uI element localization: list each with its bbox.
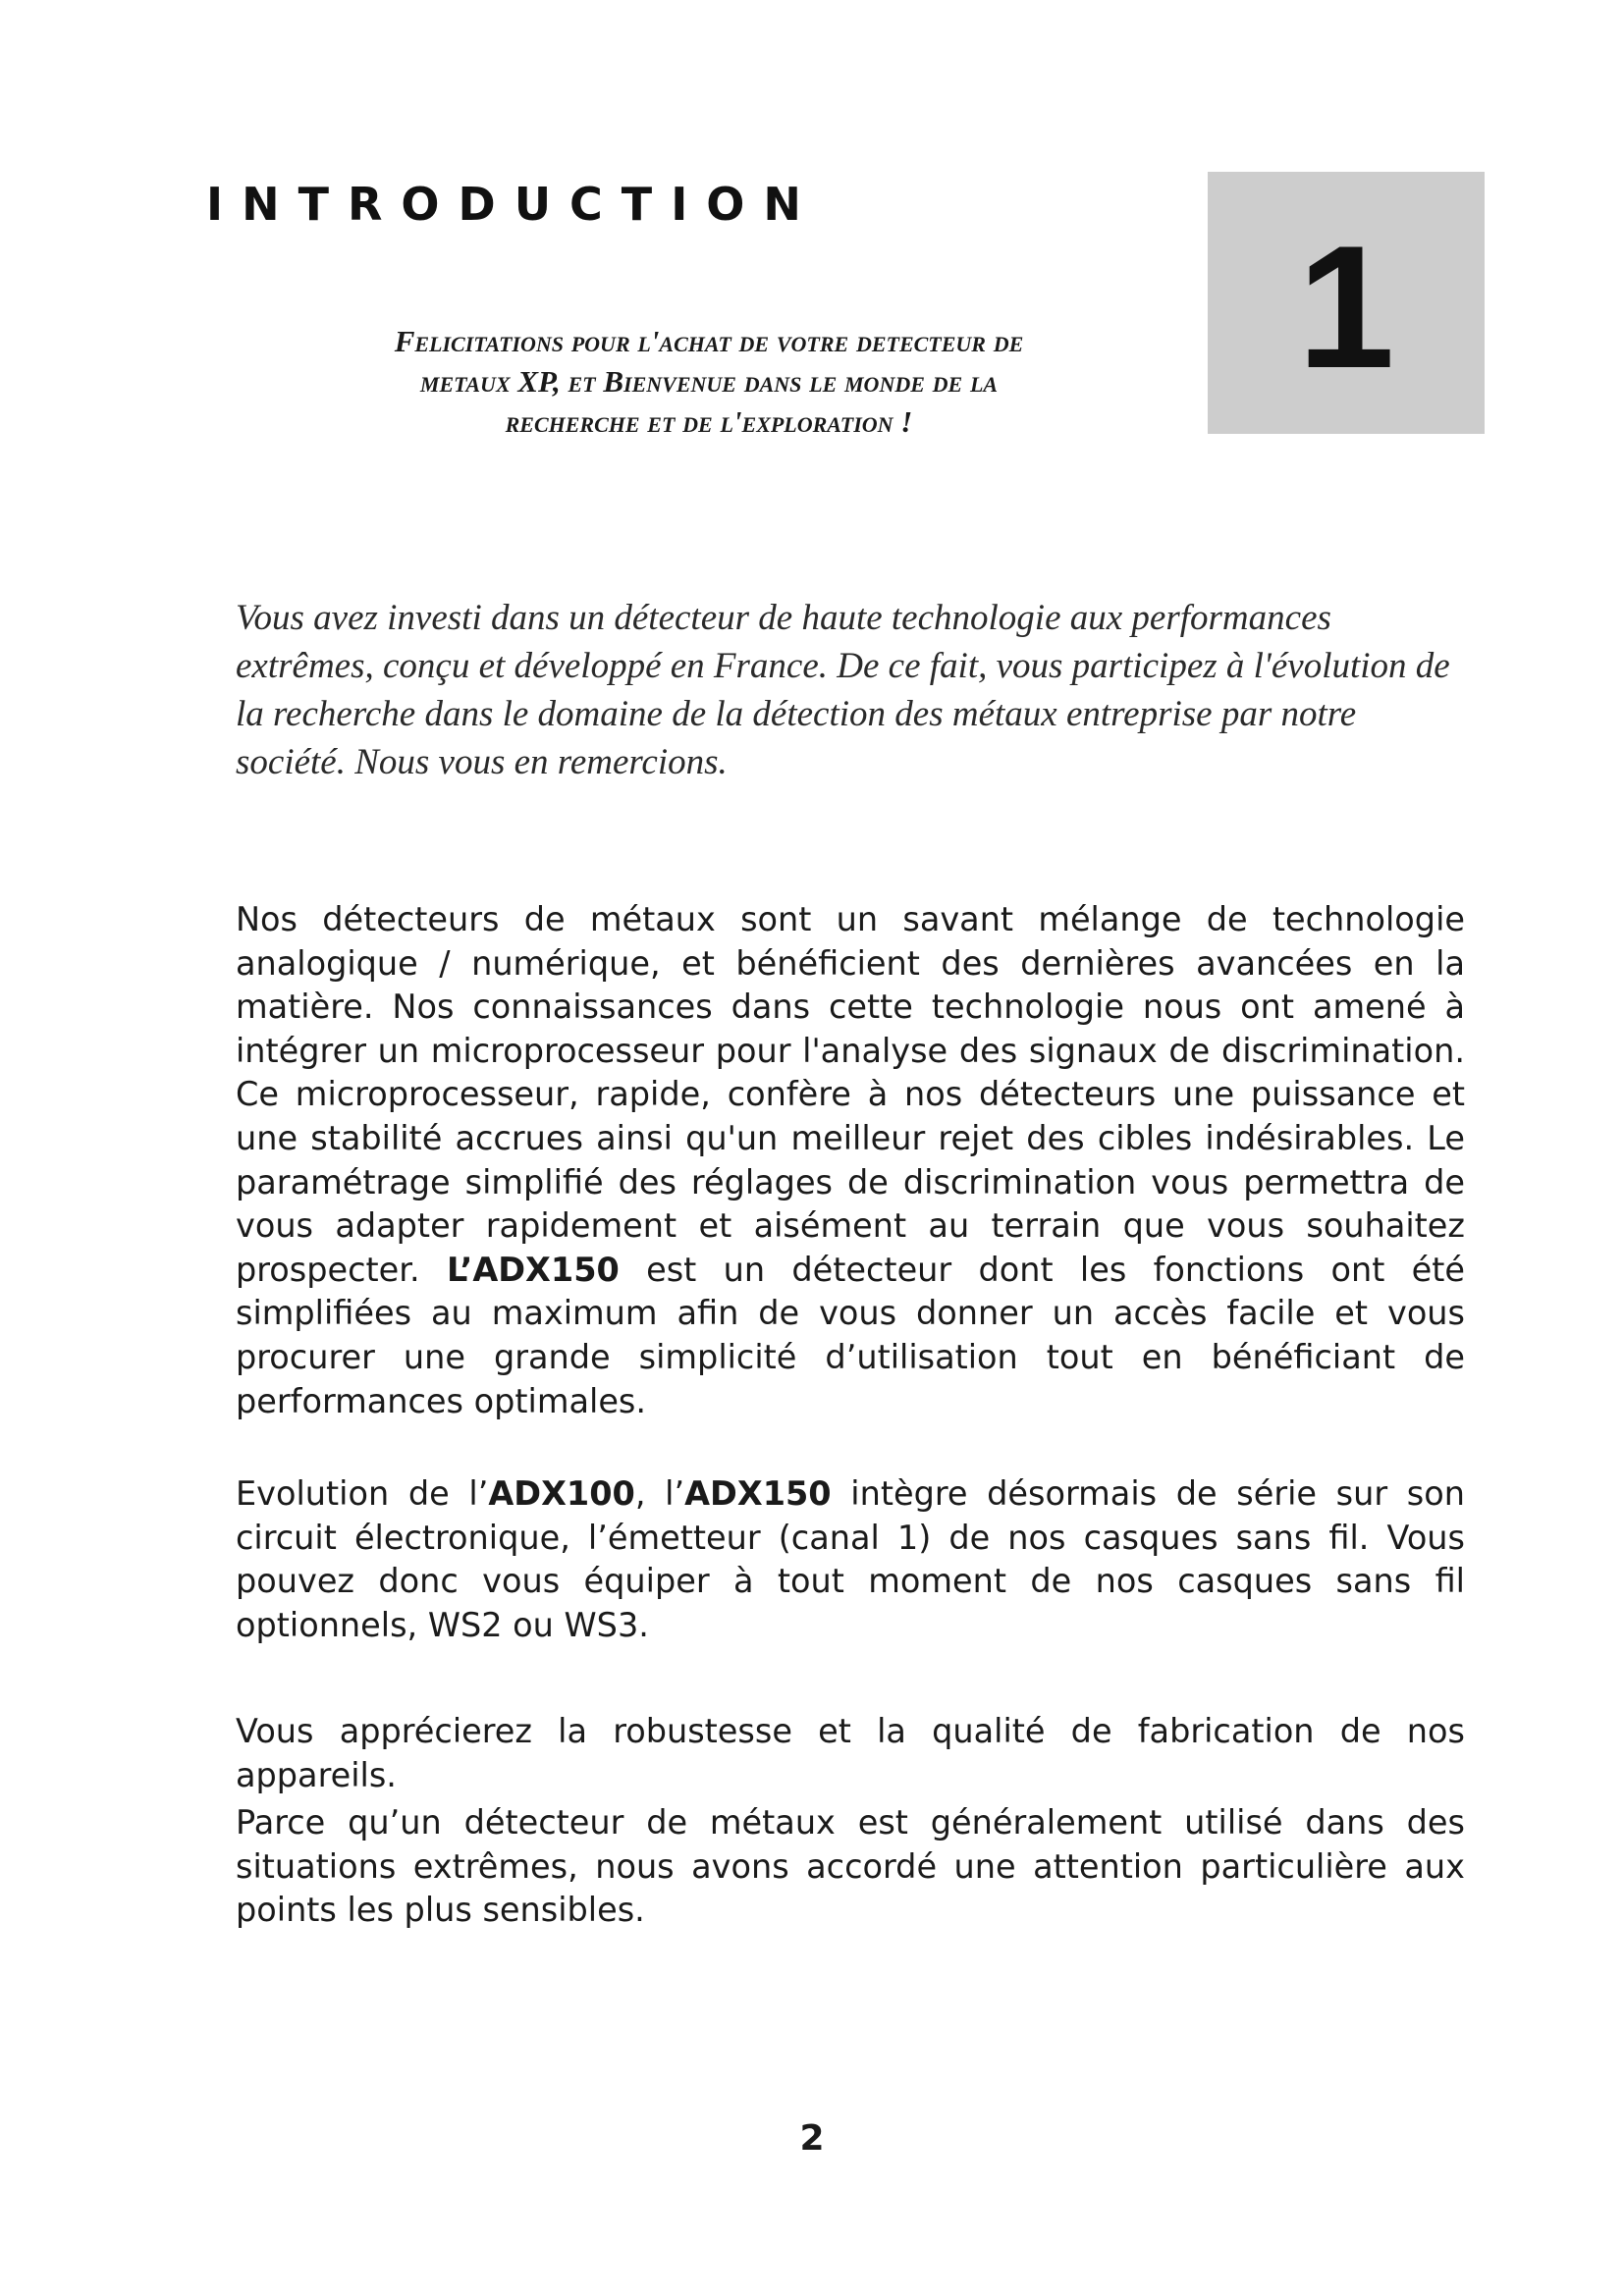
subtitle-line-3: recherche et de l'exploration ! xyxy=(505,404,913,439)
body-paragraph-technology xyxy=(236,898,1465,1423)
para1-text-before: Nos détecteurs de métaux sont un savant mélange de technologie analogique / numérique, et bénéficient des dernières avancées en la matière. Nos connaissances dans cette technologie nous ont amené à intégrer un microprocesseur pour l'analyse des signaux de discrimination. Ce microprocesseur, rapide, confère à nos détecteurs une puissance et une stabilité accrues ainsi qu'un meilleur rejet des cibles indésirables. Le paramétrage simplifié des réglages de discrimination vous permettra de vous adapter rapidement et aisément au terrain que vous souhaitez prospecter. xyxy=(236,900,1465,1289)
body-paragraph-evolution xyxy=(236,1472,1465,1647)
para1-text-after: est un détecteur dont les fonctions ont été simplifiées au maximum afin de vous donner un accès facile et vous procurer une grande simplicité d’utilisation tout en bénéficiant de performances optimales. xyxy=(236,1250,1465,1420)
body-paragraph-robustness: Parce qu’un détecteur de métaux est généralement utilisé dans des situations extrêmes, nous avons accordé une attention particulière aux points les plus sensibles. xyxy=(236,1803,1465,1930)
chapter-number-box xyxy=(1208,172,1485,434)
product-name-adx100: ADX100 xyxy=(488,1474,635,1513)
chapter-number: 1 xyxy=(1297,208,1395,404)
chapter-heading: INTRODUCTION xyxy=(206,178,820,231)
para2-text-1: Evolution de l’ xyxy=(236,1474,489,1513)
welcome-subtitle xyxy=(257,321,1161,442)
para2-text-3: intègre désormais de série sur son circuit électronique, l’émetteur (canal 1) de nos casques sans fil. Vous pouvez donc vous équiper à tout moment de nos casques sans fil optionnels, WS2 ou WS3. xyxy=(236,1474,1465,1644)
para2-text-2: , l’ xyxy=(634,1474,685,1513)
body-paragraph-quality: Vous apprécierez la robustesse et la qualité de fabrication de nos appareils. xyxy=(236,1712,1465,1794)
subtitle-line-1: Felicitations pour l'achat de votre detecteur de xyxy=(394,324,1024,358)
intro-paragraph: Vous avez investi dans un détecteur de haute technologie aux performances extrêmes, conçu et développé en France. De ce fait, vous participez à l'évolution de la recherche dans le domaine de la détection des métaux entreprise par notre société. Nous vous en remercions. xyxy=(236,598,1450,782)
product-name-adx150: L’ADX150 xyxy=(446,1250,620,1289)
product-name-adx150-2: ADX150 xyxy=(684,1474,832,1513)
subtitle-line-2: metaux XP, et Bienvenue dans le monde de la xyxy=(419,364,999,399)
page-number: 2 xyxy=(799,2118,825,2159)
